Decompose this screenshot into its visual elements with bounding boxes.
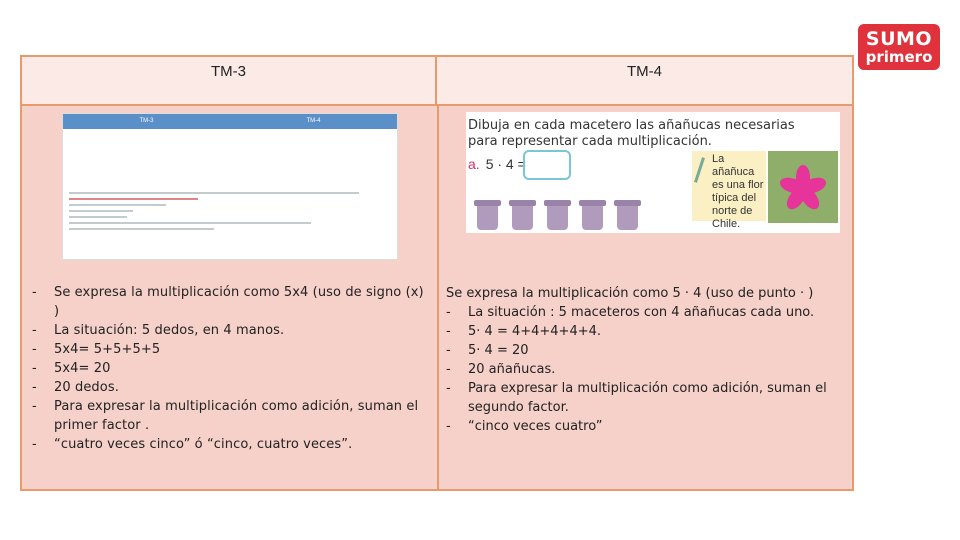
header-tm3: TM-3 bbox=[22, 57, 437, 106]
answer-box bbox=[523, 150, 571, 180]
list-item: - Se expresa la multiplicación como 5x4 (uso de signo (x) ) bbox=[32, 285, 424, 319]
list-intro: Se expresa la multiplicación como 5 · 4 (uso de punto · ) bbox=[446, 286, 814, 301]
exercise-expression: 5 · 4 = bbox=[485, 156, 526, 172]
pot-icon bbox=[474, 200, 501, 230]
thumbnail-header-bar bbox=[63, 114, 397, 129]
exercise-title bbox=[468, 118, 795, 150]
flower-pots bbox=[474, 200, 641, 230]
exercise-label: a. bbox=[468, 156, 480, 172]
list-item: - Para expresar la multiplicación como adición, suman el segundo factor. bbox=[446, 381, 827, 415]
list-item: - “cuatro veces cinco” ó “cinco, cuatro veces”. bbox=[32, 437, 353, 452]
logo-line1: SUMO bbox=[865, 28, 933, 50]
comparison-table bbox=[20, 55, 854, 491]
tm3-description-list bbox=[32, 283, 432, 454]
exercise-a bbox=[468, 156, 526, 172]
sumo-primero-logo bbox=[858, 24, 940, 70]
pot-icon bbox=[509, 200, 536, 230]
tm4-exercise-image bbox=[466, 112, 840, 233]
list-item: - Para expresar la multiplicación como adición, suman el primer factor . bbox=[32, 399, 419, 433]
column-divider bbox=[437, 106, 439, 489]
pot-icon bbox=[579, 200, 606, 230]
thumbnail-text-lines bbox=[69, 188, 391, 234]
exercise-title-line2: para representar cada multiplicación. bbox=[468, 134, 712, 149]
tm3-thumbnail-image bbox=[62, 113, 398, 260]
list-item: - 20 dedos. bbox=[32, 380, 119, 395]
info-note bbox=[692, 151, 766, 230]
info-line: es una flor bbox=[712, 179, 764, 191]
info-line: típica del bbox=[712, 192, 757, 204]
thumbnail-col1: TM-3 bbox=[139, 118, 154, 124]
list-item: - “cinco veces cuatro” bbox=[446, 419, 603, 434]
info-line: Chile. bbox=[712, 218, 741, 230]
exercise-title-line1: Dibuja en cada macetero las añañucas necesarias bbox=[468, 118, 795, 133]
pencil-icon bbox=[694, 157, 705, 183]
header-tm4: TM-4 bbox=[437, 57, 852, 106]
list-item: - La situación : 5 maceteros con 4 añañucas cada uno. bbox=[446, 305, 815, 320]
pot-icon bbox=[614, 200, 641, 230]
list-item: - 5x4= 20 bbox=[32, 361, 111, 376]
flower-photo bbox=[768, 151, 838, 223]
info-line: norte de bbox=[712, 205, 753, 217]
pot-icon bbox=[544, 200, 571, 230]
list-item: - La situación: 5 dedos, en 4 manos. bbox=[32, 323, 285, 338]
list-item: - 5· 4 = 4+4+4+4+4. bbox=[446, 324, 602, 339]
list-item: - 5· 4 = 20 bbox=[446, 343, 529, 358]
tm4-description-list bbox=[446, 284, 846, 436]
list-item: - 5x4= 5+5+5+5 bbox=[32, 342, 161, 357]
thumbnail-col2: TM-4 bbox=[306, 118, 321, 124]
list-item: - 20 añañucas. bbox=[446, 362, 556, 377]
info-line: La añañuca bbox=[712, 153, 755, 178]
logo-line2: primero bbox=[865, 48, 933, 66]
